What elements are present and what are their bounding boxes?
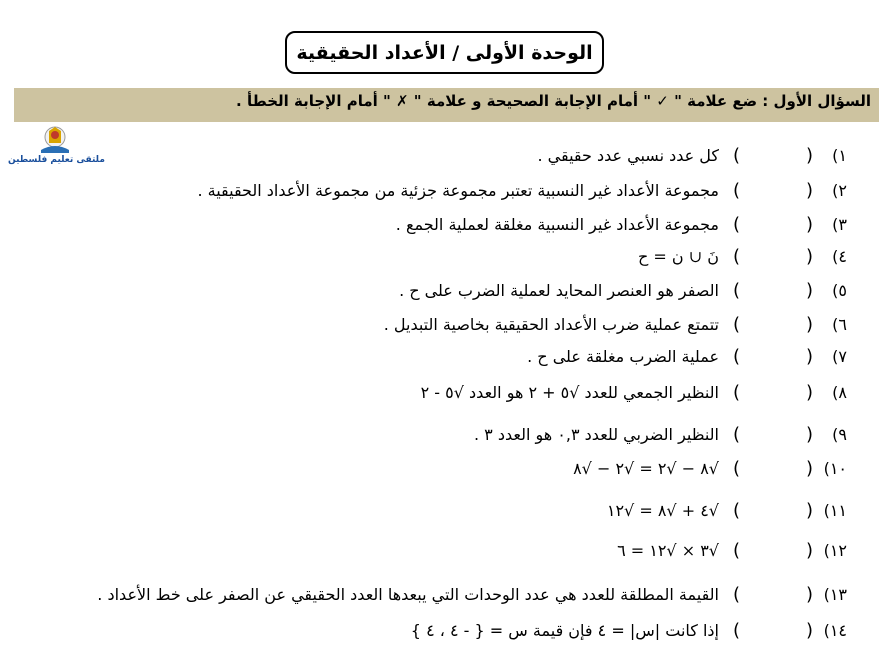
answer-box[interactable]: ( ) bbox=[733, 280, 813, 301]
question-instruction-bar bbox=[14, 88, 879, 122]
list-item bbox=[0, 581, 885, 609]
list-item bbox=[0, 497, 885, 525]
item-statement: نَ ∪ ن = ح bbox=[638, 247, 719, 266]
answer-box[interactable]: ( ) bbox=[733, 620, 813, 641]
answer-box[interactable]: ( ) bbox=[733, 458, 813, 479]
answer-box[interactable]: ( ) bbox=[733, 246, 813, 267]
item-number: ٦) bbox=[832, 315, 847, 334]
list-item bbox=[0, 537, 885, 565]
page-title-text: الوحدة الأولى / الأعداد الحقيقية bbox=[296, 41, 593, 64]
list-item bbox=[0, 243, 885, 271]
item-statement: √٤ + √٨ = √١٢ bbox=[606, 501, 719, 520]
answer-box[interactable]: ( ) bbox=[733, 180, 813, 201]
list-item bbox=[0, 379, 885, 407]
item-number: ١١) bbox=[823, 501, 847, 520]
item-statement: √٣ × √١٢ = ٦ bbox=[617, 541, 719, 560]
item-number: ٢) bbox=[832, 181, 847, 200]
item-statement: النظير الضربي للعدد ٠,٣ هو العدد ٣ . bbox=[474, 425, 719, 444]
answer-box[interactable]: ( ) bbox=[733, 382, 813, 403]
item-statement: القيمة المطلقة للعدد هي عدد الوحدات التي يبعدها العدد الحقيقي عن الصفر على خط الأعداد . bbox=[97, 585, 719, 604]
item-statement: مجموعة الأعداد غير النسبية تعتبر مجموعة جزئية من مجموعة الأعداد الحقيقية . bbox=[197, 181, 719, 200]
answer-box[interactable]: ( ) bbox=[733, 346, 813, 367]
item-number: ٨) bbox=[832, 383, 847, 402]
item-number: ٤) bbox=[832, 247, 847, 266]
list-item bbox=[0, 455, 885, 483]
item-number: ٩) bbox=[832, 425, 847, 444]
answer-box[interactable]: ( ) bbox=[733, 540, 813, 561]
answer-box[interactable]: ( ) bbox=[733, 314, 813, 335]
item-number: ٧) bbox=[832, 347, 847, 366]
item-number: ١٠) bbox=[823, 459, 847, 478]
list-item bbox=[0, 211, 885, 239]
item-number: ٥) bbox=[832, 281, 847, 300]
item-number: ١٤) bbox=[823, 621, 847, 640]
item-number: ١٣) bbox=[823, 585, 847, 604]
item-number: ١٢) bbox=[823, 541, 847, 560]
logo-text: ملتقى تعليم فلسطين bbox=[8, 155, 105, 165]
answer-box[interactable]: ( ) bbox=[733, 214, 813, 235]
item-statement: √٨ − √٢ = √٢ − √٨ bbox=[573, 459, 719, 478]
item-number: ١) bbox=[832, 146, 847, 165]
item-statement: إذا كانت |س| = ٤ فإن قيمة س = { - ٤ ، ٤ } bbox=[410, 621, 719, 640]
item-statement: مجموعة الأعداد غير النسبية مغلقة لعملية الجمع . bbox=[395, 215, 719, 234]
item-statement: النظير الجمعي للعدد √٥ + ٢ هو العدد √٥ - ٢ bbox=[420, 383, 719, 402]
list-item bbox=[0, 421, 885, 449]
list-item bbox=[0, 311, 885, 339]
list-item bbox=[0, 177, 885, 205]
list-item bbox=[0, 142, 885, 170]
list-item bbox=[0, 617, 885, 645]
list-item bbox=[0, 343, 885, 371]
list-item bbox=[0, 277, 885, 305]
item-statement: الصفر هو العنصر المحايد لعملية الضرب على ح . bbox=[399, 281, 719, 300]
answer-box[interactable]: ( ) bbox=[733, 424, 813, 445]
page-title bbox=[285, 31, 604, 74]
question-instruction: السؤال الأول : ضع علامة " ✓ " أمام الإجابة الصحيحة و علامة " ✗ " أمام الإجابة الخطأ . bbox=[236, 92, 871, 110]
item-number: ٣) bbox=[832, 215, 847, 234]
item-statement: تتمتع عملية ضرب الأعداد الحقيقية بخاصية التبديل . bbox=[383, 315, 719, 334]
item-statement: كل عدد نسبي عدد حقيقي . bbox=[537, 146, 719, 165]
answer-box[interactable]: ( ) bbox=[733, 584, 813, 605]
item-statement: عملية الضرب مغلقة على ح . bbox=[527, 347, 719, 366]
answer-box[interactable]: ( ) bbox=[733, 145, 813, 166]
answer-box[interactable]: ( ) bbox=[733, 500, 813, 521]
